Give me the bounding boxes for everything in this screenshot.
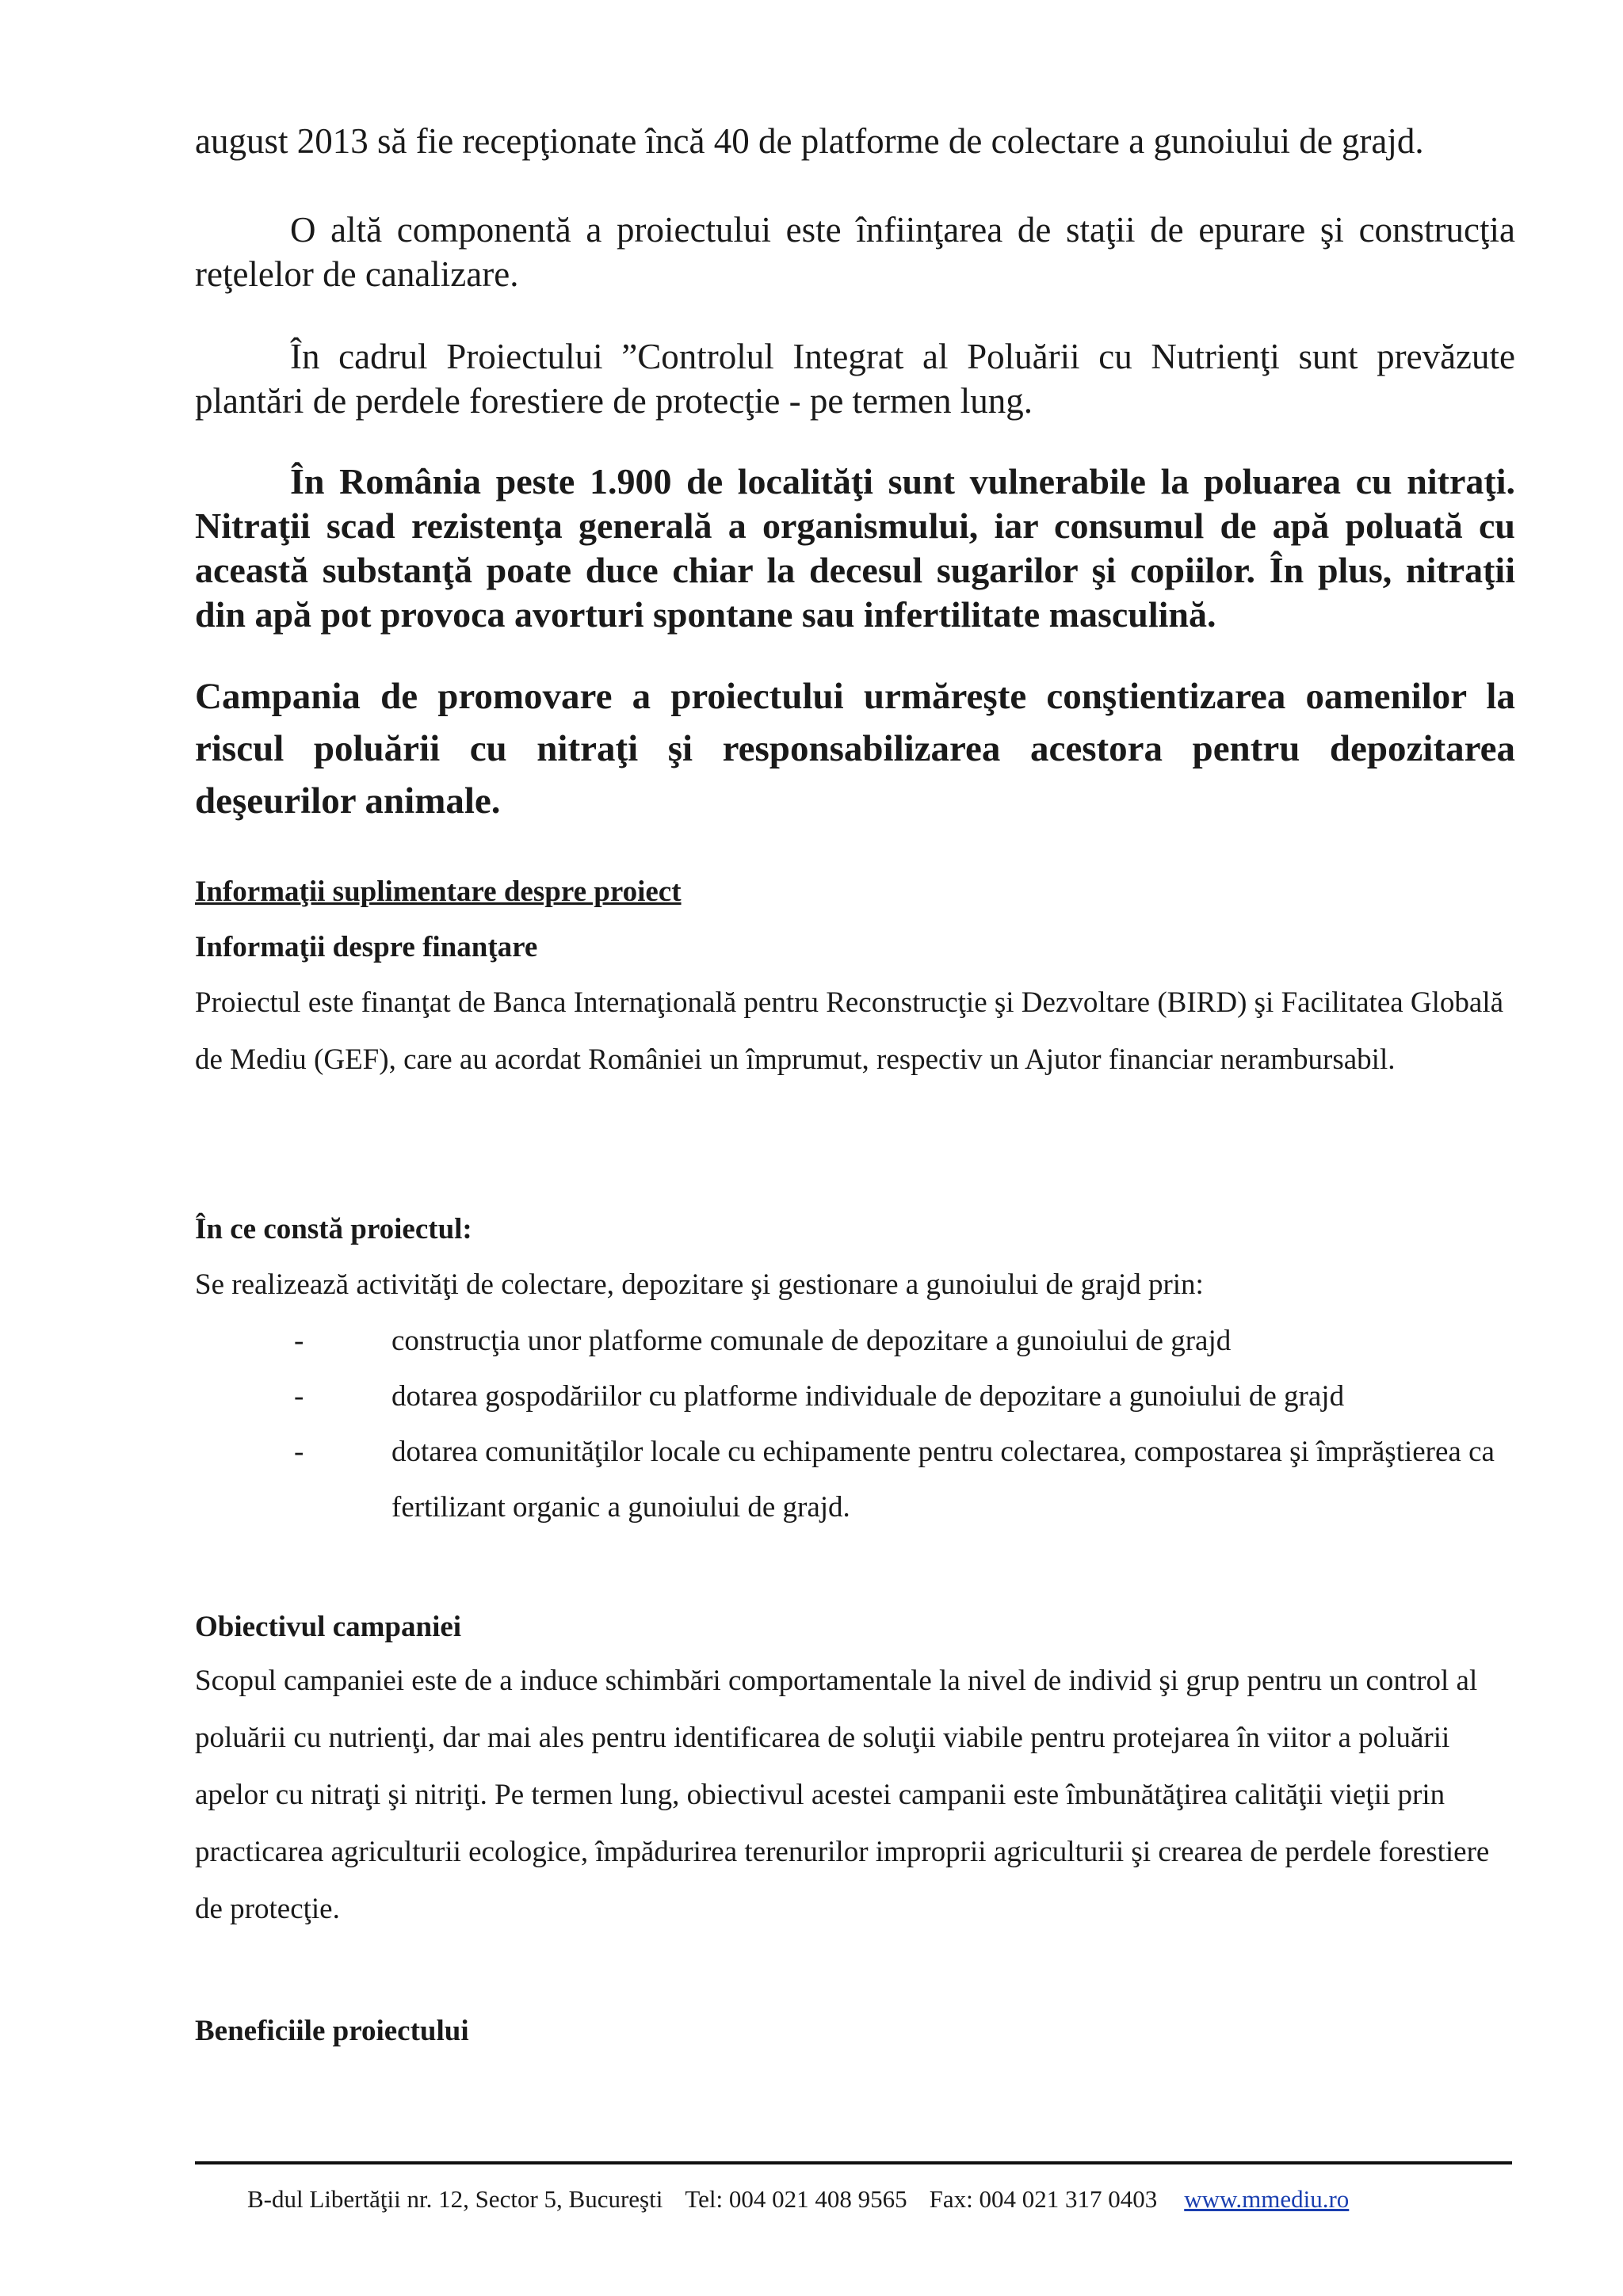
paragraph-campanie: Campania de promovare a proiectului urmăreşte conştientizarea oamenilor la riscul poluării cu nitraţi şi responsabilizarea acestora pentru depozitarea deşeurilor animale. <box>195 676 1515 822</box>
heading-in-ce-consta: În ce constă proiectul: <box>195 1213 472 1245</box>
paragraph-obiectiv: Scopul campaniei este de a induce schimbări comportamentale la nivel de individ şi grup pentru un control al poluării cu nutrienţi, dar mai ales pentru identificarea de soluţii viabile pentru protejarea în viitor a poluării apelor cu nitraţi şi nitriţi. Pe termen lung, obiectivul acestei campanii este îmbunătăţirea calităţii vieţii prin practicarea agriculturii ecologice, împădurirea terenurilor improprii agriculturii şi crearea de perdele forestiere de protecţie. <box>195 1665 1490 1925</box>
paragraph-perdele: În cadrul Proiectului ”Controlul Integrat al Poluării cu Nutrienţi sunt prevăzute plantări de perdele forestiere de protecţie - pe termen lung. <box>195 337 1515 421</box>
paragraph-activitati-intro: Se realizează activităţi de colectare, depozitare şi gestionare a gunoiului de grajd prin: <box>195 1268 1204 1301</box>
paragraph-finantare: Proiectul este finanţat de Banca Internaţională pentru Reconstrucţie şi Dezvoltare (BIRD) şi Facilitatea Globală de Mediu (GEF), care au acordat României un împrumut, respectiv un Ajutor financiar nerambursabil. <box>195 986 1504 1076</box>
heading-beneficii: Beneficiile proiectului <box>195 2015 469 2047</box>
list-item-text: construcţia unor platforme comunale de depozitare a gunoiului de grajd <box>391 1325 1232 1357</box>
paragraph-nitrati-warning: În România peste 1.900 de localităţi sunt vulnerabile la poluarea cu nitraţi. Nitraţii scad rezistenţa generală a organismului, iar consumul de apă poluată cu această substanţă poate duce chiar la decesul sugarilor şi copiilor. În plus, nitraţii din apă pot provoca avorturi spontane sau infertilitate masculină. <box>195 461 1515 635</box>
list-item <box>195 1314 1515 1369</box>
footer-address: B-dul Libertăţii nr. 12, Sector 5, Bucureşti <box>247 2185 663 2213</box>
footer-fax: Fax: 004 021 317 0403 <box>929 2185 1158 2213</box>
footer <box>247 2183 1349 2215</box>
bullet-dash: - <box>294 1325 304 1357</box>
paragraph-epurare: O altă componentă a proiectului este înfiinţarea de staţii de epurare şi construcţia reţelelor de canalizare. <box>195 210 1515 294</box>
footer-divider <box>195 2161 1512 2164</box>
list-item <box>195 1369 1515 1425</box>
footer-phone: Tel: 004 021 408 9565 <box>685 2185 907 2213</box>
heading-informatii-suplimentare: Informaţii suplimentare despre proiect <box>195 875 682 908</box>
footer-website-link[interactable]: www.mmediu.ro <box>1184 2185 1350 2213</box>
bullet-dash: - <box>294 1380 304 1413</box>
list-item-text: dotarea comunităţilor locale cu echipamente pentru colectarea, compostarea şi împrăştierea ca fertilizant organic a gunoiului de grajd. <box>391 1436 1495 1524</box>
activities-list <box>195 1314 1515 1535</box>
paragraph-platforms: august 2013 să fie recepţionate încă 40 de platforme de colectare a gunoiului de grajd. <box>195 121 1424 161</box>
list-item-text: dotarea gospodăriilor cu platforme individuale de depozitare a gunoiului de grajd <box>391 1380 1345 1413</box>
heading-obiectivul-campaniei: Obiectivul campaniei <box>195 1611 462 1643</box>
list-item <box>195 1425 1515 1535</box>
bullet-dash: - <box>294 1436 304 1468</box>
heading-finantare: Informaţii despre finanţare <box>195 931 538 963</box>
